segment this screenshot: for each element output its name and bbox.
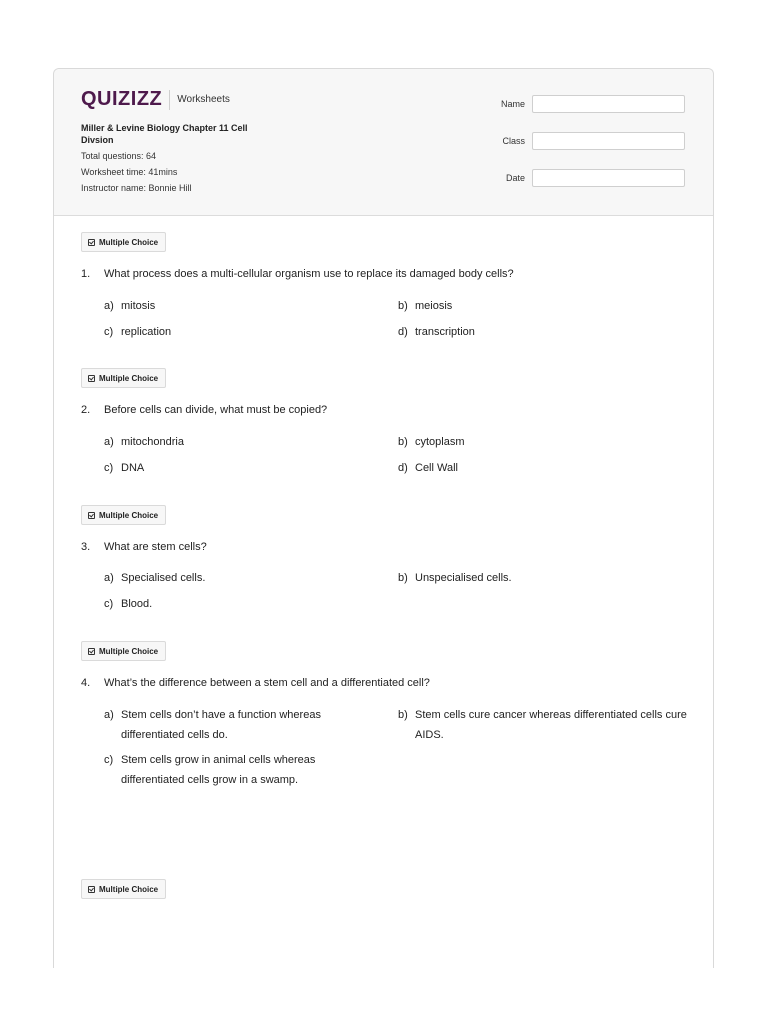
badge-label: Multiple Choice	[99, 510, 159, 520]
question-type-badge	[81, 505, 166, 525]
option-text: Specialised cells.	[121, 572, 206, 584]
checkbox-icon	[88, 375, 95, 382]
worksheet-title: Miller & Levine Biology Chapter 11 Cell Divsion	[81, 123, 248, 145]
badge-label: Multiple Choice	[99, 237, 159, 247]
question-number: 2.	[81, 404, 91, 416]
option-letter: b)	[398, 709, 408, 721]
answer-option	[104, 595, 379, 615]
option-text: Stem cells cure cancer whereas differentiated cells cure AIDS.	[415, 709, 687, 741]
option-letter: a)	[104, 300, 114, 312]
brand	[81, 88, 230, 111]
name-field[interactable]	[532, 95, 685, 113]
option-letter: c)	[104, 754, 114, 766]
answer-option	[104, 323, 379, 343]
option-text: Stem cells grow in animal cells whereas differentiated cells grow in a swamp.	[121, 754, 316, 786]
checkbox-icon	[88, 239, 95, 246]
answer-option	[398, 569, 673, 589]
option-text: meiosis	[415, 300, 453, 312]
checkbox-icon	[88, 648, 95, 655]
question-type-badge	[81, 641, 166, 661]
badge-label: Multiple Choice	[99, 884, 159, 894]
question-number: 1.	[81, 268, 91, 280]
date-field[interactable]	[532, 169, 685, 187]
option-text: Blood.	[121, 598, 153, 610]
badge-label: Multiple Choice	[99, 646, 159, 656]
option-letter: b)	[398, 572, 408, 584]
question-text: Before cells can divide, what must be copied?	[104, 404, 328, 416]
option-letter: a)	[104, 572, 114, 584]
option-text: cytoplasm	[415, 436, 465, 448]
option-letter: a)	[104, 436, 114, 448]
question-text: What process does a multi-cellular organism use to replace its damaged body cells?	[104, 268, 514, 280]
answer-option	[398, 323, 673, 343]
option-text: replication	[121, 326, 172, 338]
question-number: 4.	[81, 677, 91, 689]
option-letter: c)	[104, 462, 114, 474]
option-letter: a)	[104, 709, 114, 721]
answer-option	[104, 569, 379, 589]
option-letter: b)	[398, 300, 408, 312]
logo-divider	[169, 90, 170, 110]
question-type-badge	[81, 879, 166, 899]
checkbox-icon	[88, 886, 95, 893]
name-label: Name	[500, 99, 525, 109]
worksheet-header	[54, 69, 713, 216]
answer-option	[398, 433, 673, 453]
option-text: mitochondria	[121, 436, 184, 448]
answer-option	[398, 297, 673, 317]
answer-option	[104, 297, 379, 317]
total-questions: Total questions: 64	[81, 151, 157, 161]
answer-option	[398, 706, 688, 745]
option-letter: c)	[104, 326, 114, 338]
quizizz-logo: QUIZIZZ	[81, 88, 163, 110]
question-text: What’s the difference between a stem cell and a differentiated cell?	[104, 677, 430, 689]
option-text: transcription	[415, 326, 475, 338]
question-text: What are stem cells?	[104, 541, 207, 553]
question-number: 3.	[81, 541, 91, 553]
option-text: Unspecialised cells.	[415, 572, 512, 584]
class-label: Class	[502, 136, 525, 146]
option-letter: b)	[398, 436, 408, 448]
option-text: DNA	[121, 462, 145, 474]
answer-option	[104, 706, 344, 745]
answer-option	[104, 751, 344, 790]
answer-option	[398, 459, 673, 479]
question-type-badge	[81, 232, 166, 252]
checkbox-icon	[88, 512, 95, 519]
option-letter: d)	[398, 326, 408, 338]
answer-option	[104, 459, 379, 479]
option-text: Stem cells don’t have a function whereas differentiated cells do.	[121, 709, 321, 741]
option-letter: d)	[398, 462, 408, 474]
option-letter: c)	[104, 598, 114, 610]
badge-label: Multiple Choice	[99, 373, 159, 383]
option-text: mitosis	[121, 300, 156, 312]
option-text: Cell Wall	[415, 462, 458, 474]
date-label: Date	[505, 173, 525, 183]
worksheet-time: Worksheet time: 41mins	[81, 167, 178, 177]
instructor-name: Instructor name: Bonnie Hill	[81, 183, 192, 193]
answer-option	[104, 433, 379, 453]
question-type-badge	[81, 368, 166, 388]
class-field[interactable]	[532, 132, 685, 150]
product-label: Worksheets	[177, 94, 230, 105]
